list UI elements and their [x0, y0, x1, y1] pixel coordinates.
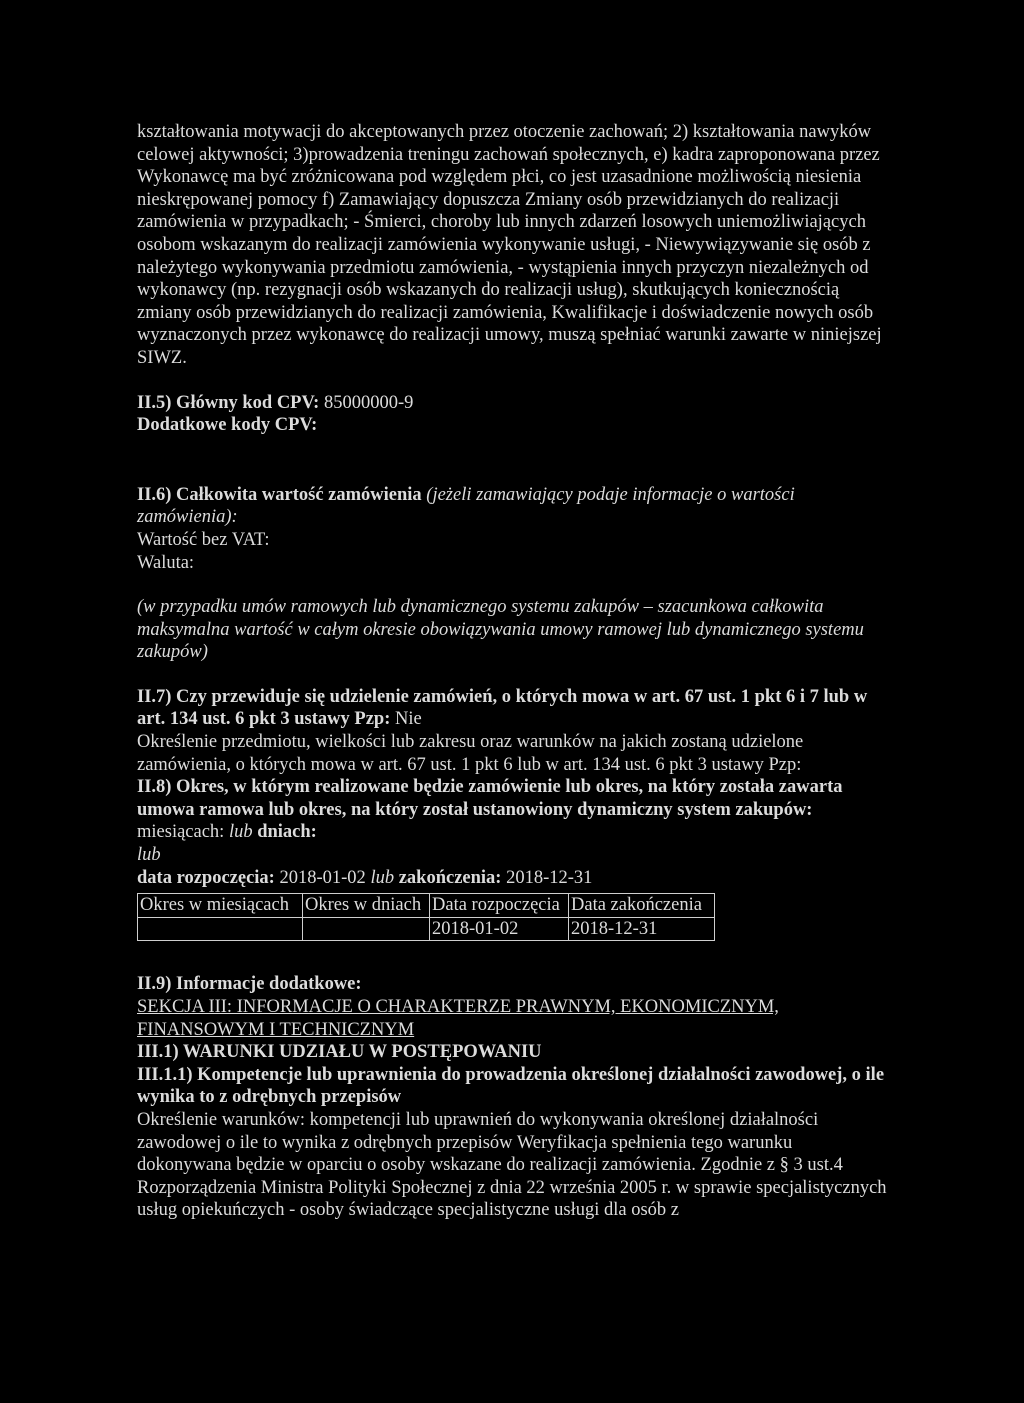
or-line-text: lub	[137, 845, 161, 866]
table-cell: 2018-12-31	[569, 917, 715, 941]
iii1-label: III.1) WARUNKI UDZIAŁU W POSTĘPOWANIU	[137, 1042, 542, 1063]
ii8-label: II.8) Okres, w którym realizowane będzie zamówienie lub okres, na który została zawarta umowa ramowa lub okres, na który został ustanowiony dynamiczny system zakupów:	[137, 777, 843, 820]
spacer	[137, 370, 887, 392]
ii7-value: Nie	[390, 709, 422, 730]
ii7-label: II.7) Czy przewiduje się udzielenie zamówień, o których mowa w art. 67 ust. 1 pkt 6 i 7 lub w art. 134 ust. 6 pkt 3 ustawy Pzp:	[137, 686, 868, 730]
section-ii7	[137, 686, 887, 731]
cpv-main-label: II.5) Główny kod CPV:	[137, 392, 320, 413]
start-label: data rozpoczęcia:	[137, 867, 275, 888]
section-ii9	[137, 973, 887, 996]
framework-note	[137, 596, 887, 664]
start-value: 2018-01-02	[274, 867, 371, 888]
spacer	[137, 437, 887, 484]
currency-line: Waluta:	[137, 552, 195, 573]
table-header-cell: Okres w dniach	[303, 894, 430, 918]
ii9-label: II.9) Informacje dodatkowe:	[137, 974, 362, 995]
table-cell	[303, 917, 430, 941]
duration-line	[137, 821, 887, 844]
ii7-description: Określenie przedmiotu, wielkości lub zakresu oraz warunków na jakich zostaną udzielone zamówienia, o których mowa w art. 67 ust. 1 pkt 6 lub w art. 134 ust. 6 pkt 3 ustawy Pzp:	[137, 732, 804, 775]
total-value-note: (jeżeli zamawiający podaje informacje o wartości zamówienia):	[137, 484, 795, 528]
table-cell: 2018-01-02	[430, 917, 569, 941]
section-ii6	[137, 484, 887, 529]
framework-note-text: (w przypadku umów ramowych lub dynamicznego systemu zakupów – szacunkowa całkowita maksymalna wartość w całym okresie obowiązywania umowy ramowej lub dynamicznego systemu zakupów)	[137, 597, 864, 663]
spacer	[137, 941, 887, 973]
table-cell	[138, 917, 303, 941]
section-ii5	[137, 392, 887, 415]
cpv-extra	[137, 414, 887, 437]
end-label: zakończenia:	[394, 867, 502, 888]
table-header-row	[138, 894, 715, 918]
cpv-main-value: 85000000-9	[319, 392, 414, 413]
end-value: 2018-12-31	[501, 867, 593, 888]
section-iii-title	[137, 996, 887, 1041]
spacer	[137, 664, 887, 686]
iii11-text: Określenie warunków: kompetencji lub uprawnień do wykonywania określonej działalności zawodowej o ile to wynika z odrębnych przepisów Weryfikacja spełnienia tego warunku dokonywana będzie w oparciu o osoby wskazane do realizacji zamówienia. Zgodnie z § 3 ust.4 Rozporządzenia Ministra Polityki Społecznej z dnia 22 września 2005 r. w sprawie specjalistycznych usług opiekuńczych - osoby świadczące specjalistyczne usługi dla osób z	[137, 1109, 887, 1221]
section-ii8	[137, 776, 887, 821]
or-word-2: lub	[370, 867, 395, 888]
total-value-label: II.6) Całkowita wartość zamówienia	[137, 484, 422, 505]
section-iii-title-text: SEKCJA III: INFORMACJE O CHARAKTERZE PRAWNYM, EKONOMICZNYM, FINANSOWYM I TECHNICZNYM	[137, 997, 779, 1040]
days-label: dniach:	[252, 822, 317, 843]
table-header-cell: Data rozpoczęcia	[430, 894, 569, 918]
or-line	[137, 844, 887, 867]
cpv-extra-label: Dodatkowe kody CPV:	[137, 415, 318, 436]
document-page	[137, 121, 887, 1222]
vat-line: Wartość bez VAT:	[137, 529, 270, 550]
intro-paragraph: kształtowania motywacji do akceptowanych przez otoczenie zachowań; 2) kształtowania nawyków celowej aktywności; 3)prowadzenia treningu zachowań społecznych, e) kadra zaproponowana przez Wykonawcę ma być zróżnicowana pod względem płci, co jest uzasadnione możliwością niesienia nieskrępowanej pomocy f) Zamawiający dopuszcza Zmiany osób przewidzianych do realizacji zamówienia w przypadkach; - Śmierci, choroby lub innych zdarzeń losowych uniemożliwiających osobom wskazanym do realizacji zamówienia wykonywanie usługi, - Niewywiązywanie się osób z należytego wykonywania przedmiotu zamówienia, - wystąpienia innych przyczyn niezależnych od wykonawcy (np. rezygnacji osób wskazanych do realizacji usług), skutkujących koniecznością zmiany osób przewidzianych do realizacji zamówienia, Kwalifikacje i doświadczenie nowych osób wyznaczonych przez wykonawcę do realizacji umowy, muszą spełniać warunki zawarte w niniejszej SIWZ.	[137, 122, 882, 368]
table-header-cell: Okres w miesiącach	[138, 894, 303, 918]
iii11-label: III.1.1) Kompetencje lub uprawnienia do prowadzenia określonej działalności zawodowej, o ile wynika to z odrębnych przepisów	[137, 1064, 885, 1108]
or-word: lub	[228, 822, 253, 843]
months-label: miesiącach:	[137, 822, 229, 843]
section-iii1	[137, 1041, 887, 1064]
dates-line	[137, 867, 887, 890]
section-iii11	[137, 1064, 887, 1109]
spacer	[137, 574, 887, 596]
table-row	[138, 917, 715, 941]
table-header-cell: Data zakończenia	[569, 894, 715, 918]
period-table	[137, 893, 715, 941]
